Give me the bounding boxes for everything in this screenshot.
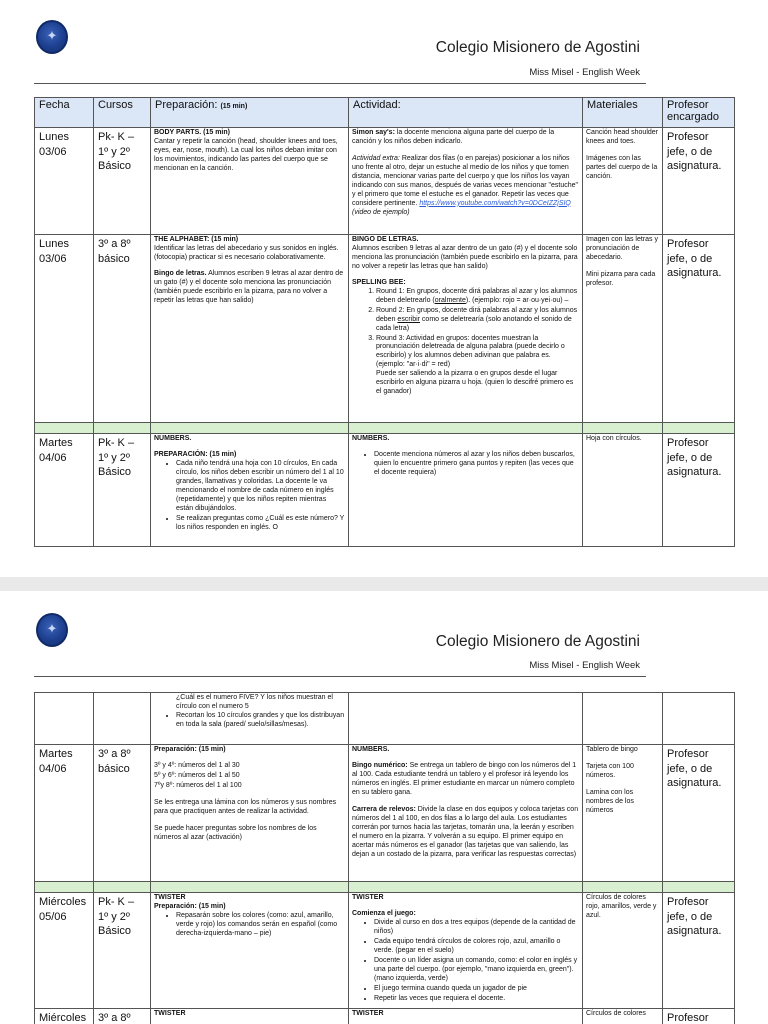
cell-profesor: Profesor jefe, o de asignatura. (663, 434, 735, 547)
cell-preparacion: TWISTER Preparación: (15 min) • Repasarán sobre los colores (como: azul, amarillo, verde y rojo) los comandos serán en español (como derecha-izquierda-mano – pie) (151, 893, 349, 1009)
table-row (35, 693, 735, 745)
col-header-profesor: Profesor encargado (663, 98, 735, 128)
table-row (35, 745, 735, 882)
cell-materiales (583, 693, 663, 745)
cell-actividad: TWISTER Comienza el juego: • Divide al curso en dos a tres equipos (depende de la cantidad de niños) • Cada equipo tendrá círculos de colores rojo, azul, amarillo o verde. (pegar en el suelo) • Docente o un líder asigna un comando, como: el color en inglés y una parte del cuerpo. (por ejemplo, "mano izquierda en, green"). (mano izquierda, verde) • El juego termina cuando queda un jugador de pie • Repetir las veces que requiera el docente. (349, 893, 583, 1009)
list-item: 1. Round 1: En grupos, docente dirá palabras al azar y los alumnos deben deletrearlo (oralmente). (ejemplo: rojo = ar·ou·yei·ou) – (376, 288, 579, 306)
cell-profesor: Profesor jefe, o de asignatura. (663, 745, 735, 882)
youtube-link[interactable]: https://www.youtube.com/watch?v=0DCeIZZjSIQ (419, 199, 571, 207)
cell-materiales: Imagen con las letras y pronunciación de abecedario. Mini pizarra para cada profesor. (583, 235, 663, 423)
table-row (35, 128, 735, 235)
cell-fecha: Miércoles (35, 1009, 94, 1024)
separator-row (35, 423, 735, 434)
list-item: • Se realizan preguntas como ¿Cuál es este número? Y los niños responden en inglés. O (176, 515, 345, 533)
cell-preparacion: BODY PARTS. (15 min) Cantar y repetir la canción (head, shoulder knees and toes, eyes, ear, nose, mouth). La cual los niños deban imitar con los movimientos, indicando las partes del cuerpo que se mencionan en la canción. (151, 128, 349, 235)
cell-preparacion: TWISTER (151, 1009, 349, 1024)
col-header-fecha: Fecha (35, 98, 94, 128)
cell-actividad: Simon say's: la docente menciona alguna parte del cuerpo de la canción y los niños deben indicarlo. Actividad extra: Realizar dos filas (o en parejas) posicionar a los niños uno frente al otro, dejar un estuche al medio de los niños y que tomen distancia, mencionar varias parte del cuerpo y que los niños los vayan indicando con sus manos, después de varias veces mencionar "estuche" y el primero que tome el estuche es el ganador. Repetir las veces que considere pertinente. https://www.youtube.com/watch?v=0DCeIZZjSIQ (video de ejemplo) (349, 128, 583, 235)
document-page-2 (0, 591, 768, 1024)
schedule-table (34, 692, 735, 1024)
cell-fecha: Lunes 03/06 (35, 235, 94, 423)
cell-profesor: Profesor jefe, o de asignatura. (663, 128, 735, 235)
cell-preparacion: Preparación: (15 min) 3º y 4º: números del 1 al 30 5º y 6º: números del 1 al 50 7ºy 8º: números del 1 al 100 Se les entrega una lámina con los números y sus nombres para que practiquen antes de realizar la actividad. Se puede hacer preguntas sobre los nombres de los números al azar (activación) (151, 745, 349, 882)
cell-materiales: Hoja con círculos. (583, 434, 663, 547)
document-subtitle: Miss Misel - English Week (529, 67, 640, 78)
list-item: 3. Round 3: Actividad en grupos: docentes muestran la pronunciación deletreada de alguna palabra (puede decirlo o escribirlo) y los alumnos deben adivinan que palabra es. (ejemplo: "ar·i·di" = red) Puede ser saliendo a la pizarra o en grupos desde el lugar escribirlo en alguna pizarra u hoja. (quien lo descifré primero es el ganador) (376, 335, 579, 398)
col-header-preparacion: Preparación: (15 min) (151, 98, 349, 128)
school-name: Colegio Misionero de Agostini (435, 633, 640, 650)
list-item: • Recortan los 10 círculos grandes y que los distribuyan en toda la sala (pared/ suelo/sillas/mesas). (176, 712, 345, 730)
cell-fecha: Martes 04/06 (35, 745, 94, 882)
cell-fecha: Miércoles 05/06 (35, 893, 94, 1009)
table-header-row (35, 98, 735, 128)
cell-fecha (35, 693, 94, 745)
list-item: • Repetir las veces que requiera el docente. (374, 995, 579, 1004)
header-divider (34, 676, 646, 677)
schedule-table (34, 97, 735, 547)
list-item: • Docente o un líder asigna un comando, como: el color en inglés y una parte del cuerpo. (por ejemplo, "mano izquierda en, green"). (mano izquierda, verde) (374, 957, 579, 984)
table-row (35, 434, 735, 547)
col-header-materiales: Materiales (583, 98, 663, 128)
cell-materiales: Círculos de colores rojo, amarillos, verde y azul. (583, 893, 663, 1009)
cell-cursos: Pk- K – 1º y 2º Básico (94, 893, 151, 1009)
list-item: • El juego termina cuando queda un jugador de pie (374, 985, 579, 994)
cell-actividad: BINGO DE LETRAS. Alumnos escriben 9 letras al azar dentro de un gato (#) y el docente solo menciona las pronunciación (también puede escribirlo en la pizarra, para no volver a repetir las letras que han salido) SPELLING BEE: 1. Round 1: En grupos, docente dirá palabras al azar y los alumnos deben deletrearlo (oralmente). (ejemplo: rojo = ar·ou·yei·ou) – 2. Round 2: En grupos, docente dirá palabras al azar y los alumnos deben escribir como se deletrearía (solo anotando el sonido de cada letra) 3. Round 3: Actividad en grupos: docentes muestran la pronunciación deletreada de alguna palabra (puede decirlo o escribirlo) y los alumnos deben adivinan que palabra es. (ejemplo: "ar·i·di" = red) Puede ser saliendo a la pizarra o en grupos desde el lugar escribirlo en alguna pizarra u hoja. (quien lo descifré primero es el ganador) (349, 235, 583, 423)
table-row (35, 893, 735, 1009)
cell-fecha: Lunes 03/06 (35, 128, 94, 235)
list-item: • Repasarán sobre los colores (como: azul, amarillo, verde y rojo) los comandos serán en español (como derecha-izquierda-mano – pie) (176, 912, 345, 939)
cell-profesor: Profesor (663, 1009, 735, 1024)
cell-fecha: Martes 04/06 (35, 434, 94, 547)
list-item: • Cada niño tendrá una hoja con 10 círculos, En cada círculo, los niños deben escribir un número del 1 al 10 grandes, llamativas y coloridas. La docente le va mencionando el nombre de cada número en inglés (repetidamente) y que los niños repiten mientras están dibujándolos. (176, 460, 345, 514)
cell-materiales: Tablero de bingo Tarjeta con 100 números. Lamina con los nombres de los números (583, 745, 663, 882)
cell-preparacion: NUMBERS. PREPARACIÓN: (15 min) • Cada niño tendrá una hoja con 10 círculos, En cada círculo, los niños deben escribir un número del 1 al 10 grandes, llamativas y coloridas. La docente le va mencionando el nombre de cada número en inglés (repetidamente) y que los niños repiten mientras están dibujándolos. • Se realizan preguntas como ¿Cuál es este número? Y los niños responden en inglés. O (151, 434, 349, 547)
cell-actividad: NUMBERS. Bingo numérico: Se entrega un tablero de bingo con los números del 1 al 100. Cada estudiante tendrá un tablero y el profesor irá leyendo los números en inglés. El primer estudiante en marcar un número completo en su tablero gana. Carrera de relevos: Divide la clase en dos equipos y coloca tarjetas con números del 1 al 100, en dos filas a lo largo del aula. Los estudiantes correrán por turnos hacia las tarjetas, tomarán una, la leerán y escriben el numero en la pizarra. Y volverán a su equipo. El primer equipo en acertar más números es el ganador (las tarjetas que van saliendo, las dejan a un costado de la pizarra, para verificar las respuestas correctas) (349, 745, 583, 882)
document-subtitle: Miss Misel - English Week (529, 660, 640, 671)
cell-materiales: Círculos de colores (583, 1009, 663, 1024)
cell-profesor (663, 693, 735, 745)
list-item: 2. Round 2: En grupos, docente dirá palabras al azar y los alumnos deben escribir como se deletrearía (solo anotando el sonido de cada letra) (376, 307, 579, 334)
cell-actividad: TWISTER (349, 1009, 583, 1024)
separator-row (35, 882, 735, 893)
col-header-actividad: Actividad: (349, 98, 583, 128)
cell-cursos (94, 693, 151, 745)
cell-cursos: 3º a 8º básico (94, 235, 151, 423)
table-row (35, 235, 735, 423)
cell-actividad: NUMBERS. • Docente menciona números al azar y los niños deben buscarlos, quien lo encuentre primero gana puntos y repiten (las veces que el docente requiera) (349, 434, 583, 547)
cell-profesor: Profesor jefe, o de asignatura. (663, 235, 735, 423)
list-item: • Docente menciona números al azar y los niños deben buscarlos, quien lo encuentre primero gana puntos y repiten (las veces que el docente requiera) (374, 451, 579, 478)
cell-materiales: Canción head shoulder knees and toes. Imágenes con las partes del cuerpo de la canción. (583, 128, 663, 235)
school-crest-logo (36, 613, 68, 647)
cell-preparacion: THE ALPHABET: (15 min) Identificar las letras del abecedario y sus sonidos en inglés. (fotocopia) practicar si es necesario colaborativamente. Bingo de letras. Alumnos escriben 9 letras al azar dentro de un gato (#) y el docente solo menciona las pronunciación (también puede escribirlo en la pizarra, para no volver a repetir las letras que han salido) (151, 235, 349, 423)
header-divider (34, 83, 646, 84)
table-row (35, 1009, 735, 1024)
col-header-cursos: Cursos (94, 98, 151, 128)
list-item: • Cada equipo tendrá círculos de colores rojo, azul, amarillo o verde. (pegar en el suelo) (374, 938, 579, 956)
cell-cursos: Pk- K – 1º y 2º Básico (94, 434, 151, 547)
cell-cursos: 3º a 8º (94, 1009, 151, 1024)
school-crest-logo (36, 20, 68, 54)
cell-profesor: Profesor jefe, o de asignatura. (663, 893, 735, 1009)
cell-preparacion: ¿Cuál es el numero FIVE? Y los niños muestran el círculo con el numero 5 • Recortan los 10 círculos grandes y que los distribuyan en toda la sala (pared/ suelo/sillas/mesas). (151, 693, 349, 745)
cell-cursos: Pk- K – 1º y 2º Básico (94, 128, 151, 235)
cell-actividad (349, 693, 583, 745)
list-item: • Divide al curso en dos a tres equipos (depende de la cantidad de niños) (374, 919, 579, 937)
school-name: Colegio Misionero de Agostini (435, 39, 640, 56)
cell-cursos: 3º a 8º básico (94, 745, 151, 882)
